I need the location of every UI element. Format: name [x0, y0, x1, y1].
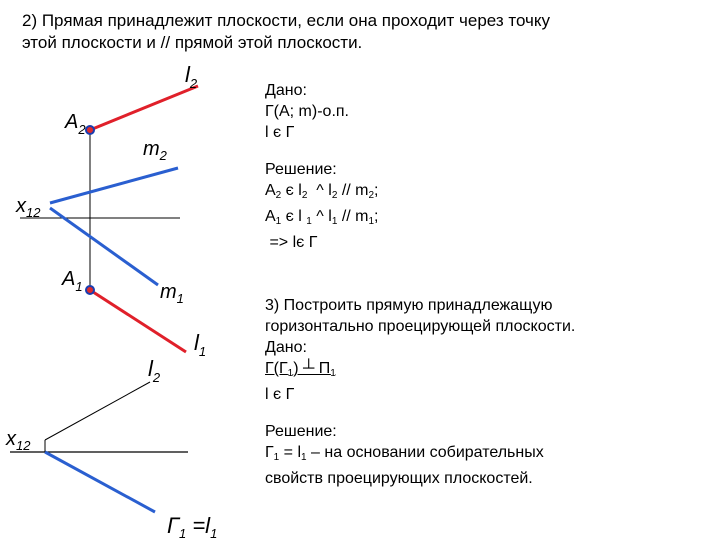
given-label-2: Дано:: [265, 339, 307, 356]
label-m2: $m_2$: [143, 138, 167, 163]
solution-line-3: => lє Г: [265, 234, 318, 251]
given-cond-1: l є Г: [265, 124, 295, 141]
diagram-1: [15, 62, 206, 359]
label-l2-diagram-2: $l_2$: [148, 356, 161, 385]
label-l2: $l_2$: [185, 62, 198, 91]
solution-line-1: $А_2$ є $l_2$ ^ $l_2 // m_2$;: [265, 182, 379, 201]
solution-label-2: Решение:: [265, 423, 337, 440]
heading-line-1: 2) Прямая принадлежит плоскости, если она проходит через точку: [22, 11, 551, 30]
point-a2: [86, 126, 94, 134]
solution-2-line-2: свойств проецирующих плоскостей.: [265, 470, 533, 487]
projection-diagrams: [0, 60, 260, 540]
given-plane-1: Г(А; m)-о.п.: [265, 103, 349, 120]
task-heading: [22, 10, 702, 54]
given-plane-2: $Г(Г_1)$ ┴ $П_1$: [265, 360, 336, 379]
heading-line-2: этой плоскости и // прямой этой плоскости.: [22, 33, 363, 52]
diagram-2: [5, 356, 217, 540]
line-gamma1: [45, 452, 155, 512]
line-l2: [90, 86, 198, 130]
text-block-1: [265, 80, 379, 253]
label-l1: $l_1$: [194, 330, 207, 359]
solution-label-1: Решение:: [265, 161, 337, 178]
label-m1: $m_1$: [160, 281, 184, 306]
task3-line-2: горизонтально проецирующей плоскости.: [265, 318, 576, 335]
task3-line-1: 3) Построить прямую принадлежащую: [265, 297, 553, 314]
label-gamma1-l1: $Г_1 =l_1$: [167, 513, 218, 540]
label-a2: $A_2$: [65, 111, 86, 137]
label-x12-2: $x_{12}$: [6, 428, 31, 453]
solution-line-2: $А_1$ є l $_1$ ^ $l_1 // m_1$;: [265, 208, 379, 227]
label-x12-1: $x_{12}$: [16, 195, 41, 220]
label-a1: $A_1$: [62, 268, 83, 294]
given-label-1: Дано:: [265, 82, 307, 99]
given-cond-2: l є Г: [265, 386, 295, 403]
line-m2: [50, 168, 178, 203]
point-a1: [86, 286, 94, 294]
line-l2-diagram-2: [45, 382, 150, 440]
solution-2-line-1: $Г_1 = l_1$ – на основании собирательных: [265, 444, 544, 463]
text-block-2: [265, 295, 575, 489]
